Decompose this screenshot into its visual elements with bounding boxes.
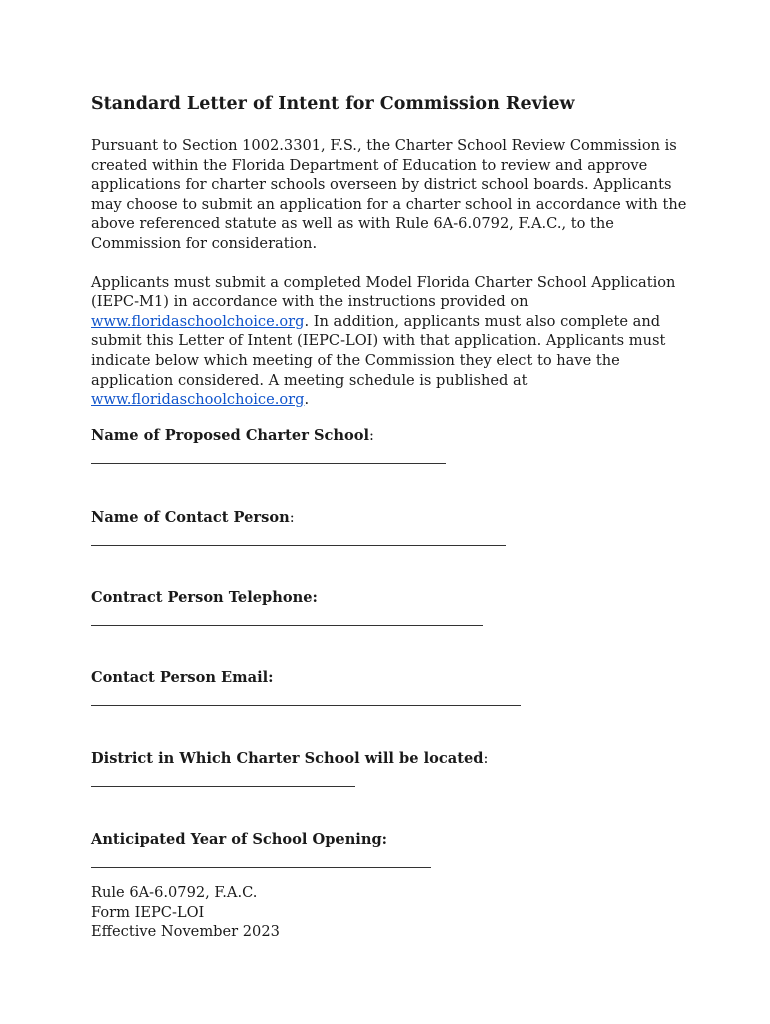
field-contact-telephone xyxy=(91,588,691,626)
field-district xyxy=(91,749,691,787)
blank-line-contact-person[interactable] xyxy=(91,545,506,546)
blank-line-contact-email[interactable] xyxy=(91,705,521,706)
field-proposed-school-name xyxy=(91,426,691,464)
instructions-text-1: Applicants must submit a completed Model Florida Charter School Application (IEPC-M1) in accordance with the instructions provided on xyxy=(91,273,676,311)
footer-rule: Rule 6A-6.0792, F.A.C. xyxy=(91,884,258,901)
document-page xyxy=(91,92,691,868)
instructions-paragraph xyxy=(91,273,691,410)
document-title: Standard Letter of Intent for Commission Review xyxy=(91,94,575,114)
field-label-contact-telephone: Contract Person Telephone: xyxy=(91,588,318,606)
footer-form-id: Form IEPC-LOI xyxy=(91,903,205,921)
field-label-proposed-school-name: Name of Proposed Charter School xyxy=(91,426,370,444)
blank-line-proposed-school-name[interactable] xyxy=(91,463,446,464)
field-colon: : xyxy=(289,508,295,526)
blank-line-district[interactable] xyxy=(91,786,355,787)
intro-paragraph: Pursuant to Section 1002.3301, F.S., the Charter School Review Commission is created within the Florida Department of Education to review and approve applications for charter schools overseen by district school boards. Applicants may choose to submit an application for a charter school in accordance with the above referenced statute as well as with Rule 6A-6.0792, F.A.C., to the Commission for consideration. xyxy=(91,137,687,252)
instructions-text-3: . xyxy=(304,391,310,409)
field-contact-email xyxy=(91,668,691,706)
footer-effective-date: Effective November 2023 xyxy=(91,923,280,941)
blank-line-anticipated-year[interactable] xyxy=(91,867,431,868)
instructions-text-2: . In addition, applicants must also complete and submit this Letter of Intent (IEPC-LOI) with that application. Applicants must indicate below which meeting of the Commission they elect to have the application considered. A meeting schedule is published at xyxy=(91,312,666,389)
floridaschoolchoice-link-2[interactable]: www.floridaschoolchoice.org xyxy=(91,391,305,409)
field-label-contact-person: Name of Contact Person xyxy=(91,508,290,526)
field-colon: : xyxy=(369,426,374,444)
field-label-district: District in Which Charter School will be located xyxy=(91,749,484,767)
field-anticipated-year xyxy=(91,830,691,868)
floridaschoolchoice-link-1[interactable]: www.floridaschoolchoice.org xyxy=(91,312,305,330)
field-contact-person xyxy=(91,508,691,546)
field-label-anticipated-year: Anticipated Year of School Opening: xyxy=(91,830,388,848)
form-footer xyxy=(91,883,280,942)
blank-line-contact-telephone[interactable] xyxy=(91,625,483,626)
field-label-contact-email: Contact Person Email: xyxy=(91,668,274,686)
field-colon: : xyxy=(483,749,489,767)
